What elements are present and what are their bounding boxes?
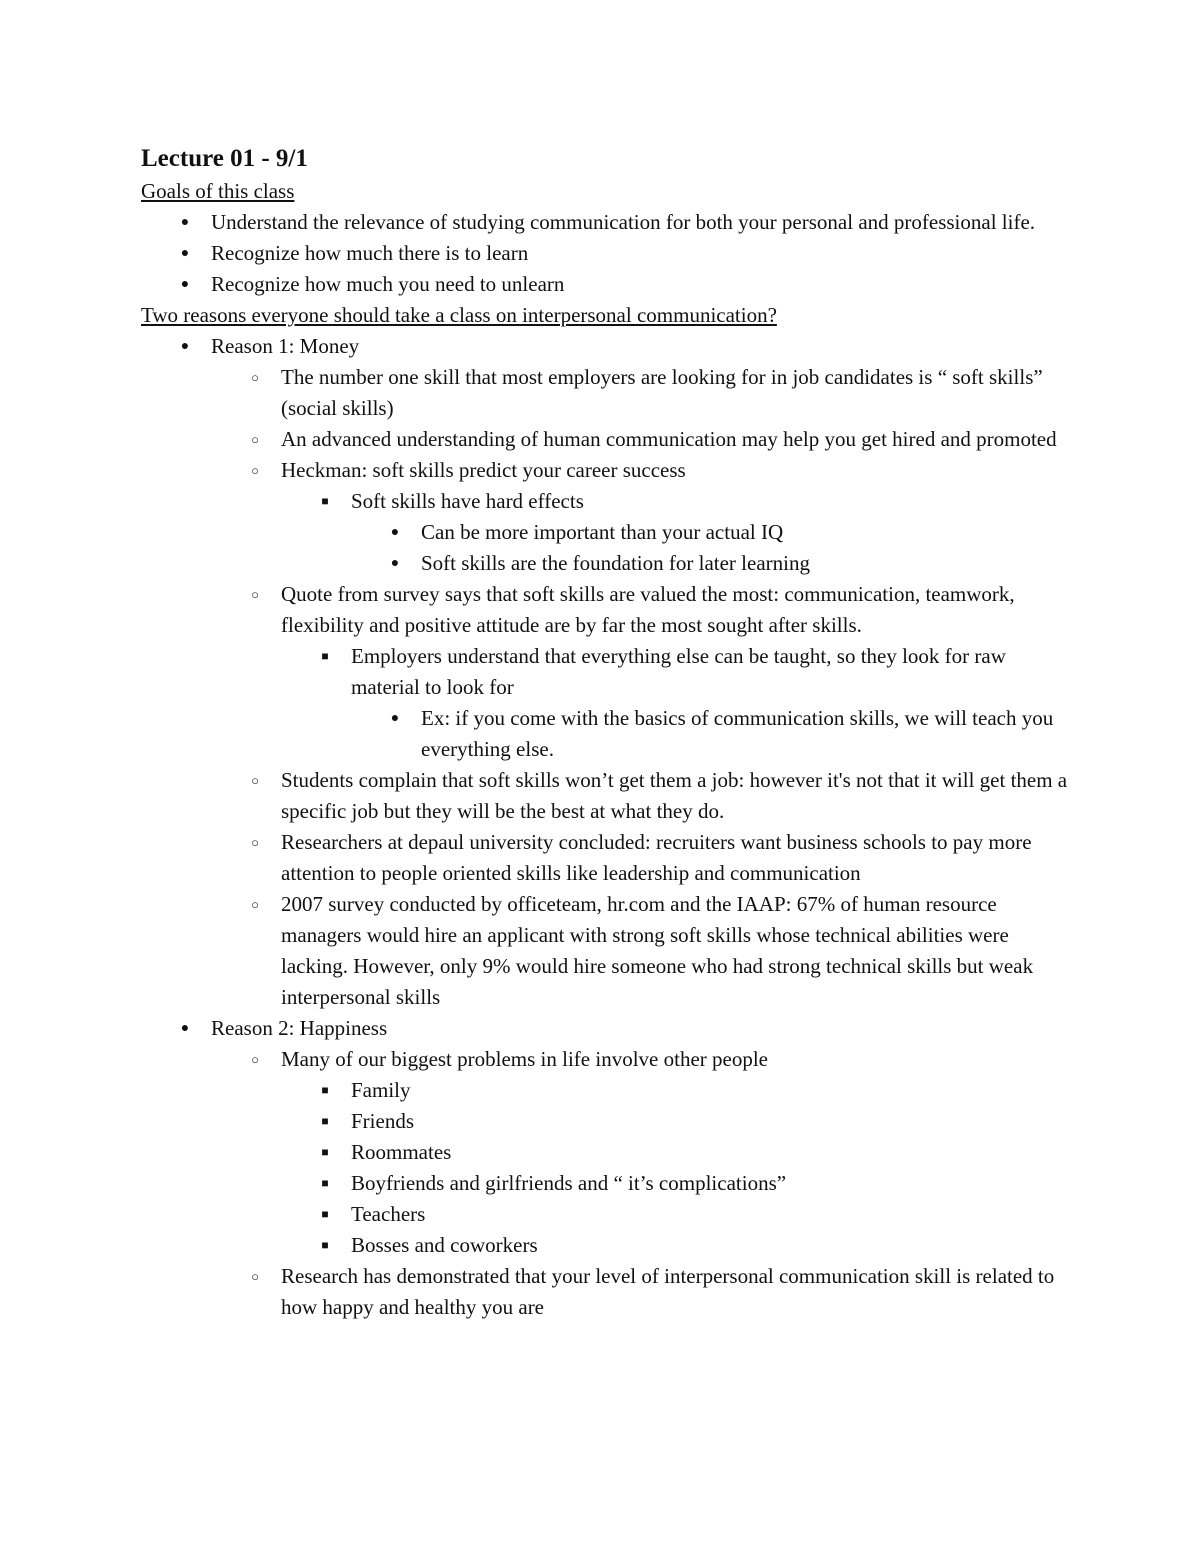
- list-item: ■ Boyfriends and girlfriends and “ it’s complications”: [281, 1168, 1071, 1199]
- list-item: ● Understand the relevance of studying communication for both your personal and professional life.: [141, 207, 1071, 238]
- square-bullet-icon: ■: [321, 1114, 329, 1128]
- list-item: ● Recognize how much you need to unlearn: [141, 269, 1071, 300]
- disc-bullet-icon: ●: [180, 246, 190, 261]
- circle-bullet-icon: ○: [251, 432, 259, 447]
- reason-2-label: Reason 2: Happiness: [211, 1016, 388, 1040]
- square-bullet-icon: ■: [321, 649, 329, 663]
- goals-heading: Goals of this class: [141, 179, 295, 203]
- circle-bullet-icon: ○: [251, 1052, 259, 1067]
- list-item: ○ 2007 survey conducted by officeteam, hr.com and the IAAP: 67% of human resource managers would hire an applicant with strong soft skills whose technical abilities were lacking. However, only 9% would hire someone who had strong technical skills but weak interpersonal skills: [211, 889, 1071, 1013]
- square-bullet-icon: ■: [321, 494, 329, 508]
- list-item: ● Ex: if you come with the basics of communication skills, we will teach you everything else.: [351, 703, 1071, 765]
- circle-bullet-icon: ○: [251, 463, 259, 478]
- reason-2-points: [211, 1044, 1071, 1323]
- circle-bullet-icon: ○: [251, 773, 259, 788]
- reason-1-item: [141, 331, 1071, 1013]
- list-item: ■ Roommates: [281, 1137, 1071, 1168]
- list-item: ○ Many of our biggest problems in life involve other people ■ Family ■ Friends ■ Roommates ■ Boyfriends and girlfriends and “ it’s complications” ■ Teachers ■ Bosses and coworkers: [211, 1044, 1071, 1261]
- square-bullet-icon: ■: [321, 1238, 329, 1252]
- document-page: [141, 142, 1071, 1323]
- circle-bullet-icon: ○: [251, 897, 259, 912]
- reasons-heading: Two reasons everyone should take a class on interpersonal communication?: [141, 303, 777, 327]
- list-item: ■ Employers understand that everything else can be taught, so they look for raw material to look for ● Ex: if you come with the basics of communication skills, we will teach you everything else.: [281, 641, 1071, 765]
- list-item: ● Recognize how much there is to learn: [141, 238, 1071, 269]
- list-item: ■ Soft skills have hard effects ● Can be more important than your actual IQ ● Soft skills are the foundation for later learning: [281, 486, 1071, 579]
- list-item: ○ Quote from survey says that soft skills are valued the most: communication, teamwork, flexibility and positive attitude are by far the most sought after skills. ■ Employers understand that everything else can be taught, so they look for raw material to look for ● Ex: if you come with the basics of communication skills, we will teach you everything else.: [211, 579, 1071, 765]
- list-item: ● Soft skills are the foundation for later learning: [351, 548, 1071, 579]
- list-item: ■ Bosses and coworkers: [281, 1230, 1071, 1261]
- list-item: ○ Researchers at depaul university concluded: recruiters want business schools to pay more attention to people oriented skills like leadership and communication: [211, 827, 1071, 889]
- disc-bullet-icon: ●: [180, 339, 190, 354]
- reason-1-points: [211, 362, 1071, 1013]
- disc-bullet-icon: ●: [390, 556, 400, 571]
- reason-1-label: Reason 1: Money: [211, 334, 360, 358]
- square-bullet-icon: ■: [321, 1207, 329, 1221]
- sub-list: [281, 641, 1071, 765]
- list-item: ○ Students complain that soft skills won’t get them a job: however it's not that it will get them a specific job but they will be the best at what they do.: [211, 765, 1071, 827]
- sub-list: [281, 486, 1071, 579]
- square-bullet-icon: ■: [321, 1176, 329, 1190]
- disc-bullet-icon: ●: [180, 215, 190, 230]
- square-bullet-icon: ■: [321, 1145, 329, 1159]
- disc-bullet-icon: ●: [390, 711, 400, 726]
- disc-bullet-icon: ●: [180, 277, 190, 292]
- circle-bullet-icon: ○: [251, 587, 259, 602]
- circle-bullet-icon: ○: [251, 370, 259, 385]
- list-item: ○ Heckman: soft skills predict your career success ■ Soft skills have hard effects ● Can be more important than your actual IQ ● Soft skills are the foundation for later learning: [211, 455, 1071, 579]
- people-list: [281, 1075, 1071, 1261]
- list-item: ○ Research has demonstrated that your level of interpersonal communication skill is related to how happy and healthy you are: [211, 1261, 1071, 1323]
- list-item: ○ The number one skill that most employers are looking for in job candidates is “ soft skills” (social skills): [211, 362, 1071, 424]
- goals-list: [141, 207, 1071, 300]
- sub-list: [351, 703, 1071, 765]
- sub-list: [351, 517, 1071, 579]
- reason-2-item: [141, 1013, 1071, 1323]
- list-item: ■ Teachers: [281, 1199, 1071, 1230]
- square-bullet-icon: ■: [321, 1083, 329, 1097]
- list-item: ● Can be more important than your actual IQ: [351, 517, 1071, 548]
- circle-bullet-icon: ○: [251, 835, 259, 850]
- disc-bullet-icon: ●: [180, 1021, 190, 1036]
- disc-bullet-icon: ●: [390, 525, 400, 540]
- reasons-list: [141, 331, 1071, 1323]
- circle-bullet-icon: ○: [251, 1269, 259, 1284]
- list-item: ■ Friends: [281, 1106, 1071, 1137]
- list-item: ■ Family: [281, 1075, 1071, 1106]
- page-title: Lecture 01 - 9/1: [141, 145, 308, 172]
- list-item: ○ An advanced understanding of human communication may help you get hired and promoted: [211, 424, 1071, 455]
